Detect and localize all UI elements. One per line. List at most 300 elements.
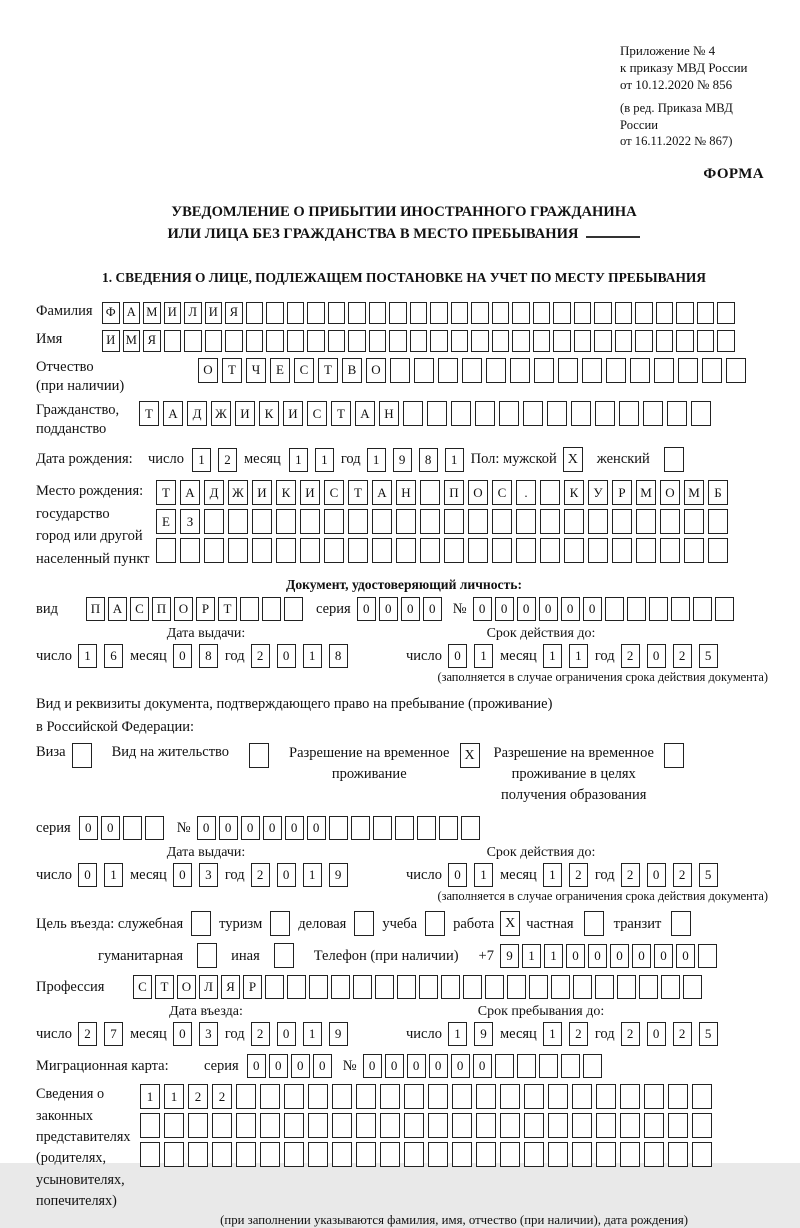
char-cell[interactable] xyxy=(396,509,416,534)
char-cell[interactable] xyxy=(573,975,592,999)
char-cell[interactable] xyxy=(369,330,387,352)
char-cell[interactable]: 1 xyxy=(543,644,562,668)
char-cell[interactable] xyxy=(492,538,512,563)
char-cell[interactable] xyxy=(461,816,480,840)
char-cell[interactable] xyxy=(389,330,407,352)
char-cell[interactable] xyxy=(676,302,694,324)
char-cell[interactable] xyxy=(300,538,320,563)
char-cell[interactable]: Л xyxy=(184,302,202,324)
char-cell[interactable]: Т xyxy=(222,358,242,383)
char-cell[interactable] xyxy=(188,1113,208,1138)
char-cell[interactable]: 2 xyxy=(251,863,270,887)
char-cell[interactable] xyxy=(588,509,608,534)
char-cell[interactable]: М xyxy=(123,330,141,352)
char-cell[interactable] xyxy=(547,401,567,426)
char-cell[interactable]: 0 xyxy=(263,816,282,840)
char-cell[interactable] xyxy=(140,1113,160,1138)
char-cell[interactable] xyxy=(156,538,176,563)
char-cell[interactable]: 1 xyxy=(448,1022,467,1046)
char-cell[interactable]: 0 xyxy=(495,597,514,621)
char-cell[interactable] xyxy=(430,302,448,324)
char-cell[interactable] xyxy=(140,1142,160,1167)
char-cell[interactable]: 0 xyxy=(448,644,467,668)
char-cell[interactable]: О xyxy=(366,358,386,383)
char-cell[interactable]: 9 xyxy=(329,863,348,887)
char-cell[interactable]: 0 xyxy=(277,644,296,668)
char-cell[interactable]: А xyxy=(163,401,183,426)
char-cell[interactable]: 0 xyxy=(269,1054,288,1078)
char-cell[interactable] xyxy=(539,1054,558,1078)
char-cell[interactable] xyxy=(380,1084,400,1109)
char-cell[interactable] xyxy=(693,597,712,621)
char-cell[interactable]: 0 xyxy=(429,1054,448,1078)
purpose-work-checkbox[interactable]: X xyxy=(500,911,520,936)
char-cell[interactable] xyxy=(691,401,711,426)
char-cell[interactable] xyxy=(702,358,722,383)
char-cell[interactable] xyxy=(558,358,578,383)
char-cell[interactable]: 1 xyxy=(543,1022,562,1046)
char-cell[interactable] xyxy=(324,509,344,534)
char-cell[interactable] xyxy=(717,302,735,324)
char-cell[interactable]: В xyxy=(342,358,362,383)
char-cell[interactable] xyxy=(444,538,464,563)
char-cell[interactable] xyxy=(205,330,223,352)
char-cell[interactable]: 0 xyxy=(173,644,192,668)
char-cell[interactable]: 1 xyxy=(164,1084,184,1109)
char-cell[interactable] xyxy=(417,816,436,840)
char-cell[interactable]: О xyxy=(468,480,488,505)
char-cell[interactable] xyxy=(588,538,608,563)
char-cell[interactable] xyxy=(204,538,224,563)
char-cell[interactable] xyxy=(595,975,614,999)
char-cell[interactable] xyxy=(348,302,366,324)
char-cell[interactable]: 2 xyxy=(621,1022,640,1046)
char-cell[interactable] xyxy=(644,1142,664,1167)
char-cell[interactable] xyxy=(684,538,704,563)
char-cell[interactable] xyxy=(492,302,510,324)
char-cell[interactable] xyxy=(486,358,506,383)
char-cell[interactable]: . xyxy=(516,480,536,505)
char-cell[interactable]: И xyxy=(300,480,320,505)
char-cell[interactable]: К xyxy=(564,480,584,505)
char-cell[interactable] xyxy=(236,1142,256,1167)
char-cell[interactable]: 0 xyxy=(379,597,398,621)
char-cell[interactable] xyxy=(348,509,368,534)
char-cell[interactable] xyxy=(697,330,715,352)
char-cell[interactable] xyxy=(500,1084,520,1109)
char-cell[interactable] xyxy=(438,358,458,383)
char-cell[interactable]: 0 xyxy=(241,816,260,840)
char-cell[interactable] xyxy=(564,538,584,563)
char-cell[interactable]: Д xyxy=(204,480,224,505)
char-cell[interactable] xyxy=(644,1084,664,1109)
char-cell[interactable]: З xyxy=(180,509,200,534)
char-cell[interactable]: 0 xyxy=(647,644,666,668)
char-cell[interactable] xyxy=(548,1084,568,1109)
char-cell[interactable]: 0 xyxy=(173,863,192,887)
char-cell[interactable] xyxy=(266,302,284,324)
purpose-private-checkbox[interactable] xyxy=(584,911,604,936)
char-cell[interactable] xyxy=(561,1054,580,1078)
char-cell[interactable] xyxy=(390,358,410,383)
char-cell[interactable] xyxy=(260,1142,280,1167)
char-cell[interactable]: 0 xyxy=(277,1022,296,1046)
char-cell[interactable] xyxy=(329,816,348,840)
char-cell[interactable]: 8 xyxy=(329,644,348,668)
char-cell[interactable] xyxy=(564,509,584,534)
char-cell[interactable] xyxy=(300,509,320,534)
char-cell[interactable]: Ф xyxy=(102,302,120,324)
char-cell[interactable]: 0 xyxy=(583,597,602,621)
char-cell[interactable]: 1 xyxy=(315,448,334,472)
char-cell[interactable] xyxy=(596,1113,616,1138)
char-cell[interactable] xyxy=(572,1113,592,1138)
char-cell[interactable]: Д xyxy=(187,401,207,426)
char-cell[interactable]: 0 xyxy=(423,597,442,621)
char-cell[interactable] xyxy=(389,302,407,324)
char-cell[interactable] xyxy=(516,538,536,563)
char-cell[interactable]: 1 xyxy=(303,1022,322,1046)
char-cell[interactable] xyxy=(726,358,746,383)
char-cell[interactable]: 1 xyxy=(78,644,97,668)
male-checkbox[interactable]: X xyxy=(563,447,583,472)
char-cell[interactable] xyxy=(656,302,674,324)
char-cell[interactable] xyxy=(512,330,530,352)
char-cell[interactable] xyxy=(606,358,626,383)
char-cell[interactable] xyxy=(180,538,200,563)
char-cell[interactable] xyxy=(534,358,554,383)
char-cell[interactable]: Т xyxy=(218,597,237,621)
char-cell[interactable]: 2 xyxy=(251,1022,270,1046)
char-cell[interactable] xyxy=(605,597,624,621)
char-cell[interactable] xyxy=(332,1113,352,1138)
char-cell[interactable]: И xyxy=(235,401,255,426)
char-cell[interactable] xyxy=(228,509,248,534)
char-cell[interactable] xyxy=(353,975,372,999)
char-cell[interactable] xyxy=(540,538,560,563)
char-cell[interactable] xyxy=(643,401,663,426)
char-cell[interactable]: 2 xyxy=(621,644,640,668)
char-cell[interactable] xyxy=(523,401,543,426)
char-cell[interactable]: 1 xyxy=(140,1084,160,1109)
char-cell[interactable]: 0 xyxy=(647,863,666,887)
char-cell[interactable]: 0 xyxy=(448,863,467,887)
char-cell[interactable]: 0 xyxy=(385,1054,404,1078)
char-cell[interactable] xyxy=(468,509,488,534)
purpose-service-checkbox[interactable] xyxy=(191,911,211,936)
char-cell[interactable] xyxy=(661,975,680,999)
char-cell[interactable] xyxy=(414,358,434,383)
char-cell[interactable]: 2 xyxy=(251,644,270,668)
char-cell[interactable] xyxy=(462,358,482,383)
char-cell[interactable]: П xyxy=(152,597,171,621)
char-cell[interactable] xyxy=(583,1054,602,1078)
char-cell[interactable] xyxy=(287,330,305,352)
char-cell[interactable]: 0 xyxy=(363,1054,382,1078)
char-cell[interactable]: 8 xyxy=(419,448,438,472)
char-cell[interactable] xyxy=(475,401,495,426)
char-cell[interactable]: 5 xyxy=(699,644,718,668)
char-cell[interactable] xyxy=(309,975,328,999)
char-cell[interactable]: 0 xyxy=(517,597,536,621)
char-cell[interactable] xyxy=(582,358,602,383)
char-cell[interactable]: 0 xyxy=(197,816,216,840)
char-cell[interactable]: А xyxy=(372,480,392,505)
char-cell[interactable] xyxy=(404,1113,424,1138)
char-cell[interactable]: А xyxy=(355,401,375,426)
char-cell[interactable] xyxy=(619,401,639,426)
char-cell[interactable] xyxy=(308,1084,328,1109)
char-cell[interactable] xyxy=(145,816,164,840)
char-cell[interactable] xyxy=(595,401,615,426)
char-cell[interactable]: 0 xyxy=(588,944,607,968)
char-cell[interactable]: Р xyxy=(612,480,632,505)
char-cell[interactable]: Т xyxy=(139,401,159,426)
char-cell[interactable]: 0 xyxy=(647,1022,666,1046)
char-cell[interactable]: 0 xyxy=(654,944,673,968)
char-cell[interactable]: Т xyxy=(156,480,176,505)
char-cell[interactable] xyxy=(698,944,717,968)
char-cell[interactable] xyxy=(332,1142,352,1167)
char-cell[interactable]: Ж xyxy=(228,480,248,505)
char-cell[interactable] xyxy=(529,975,548,999)
char-cell[interactable] xyxy=(683,975,702,999)
char-cell[interactable] xyxy=(252,538,272,563)
char-cell[interactable] xyxy=(717,330,735,352)
char-cell[interactable]: С xyxy=(324,480,344,505)
char-cell[interactable] xyxy=(596,1084,616,1109)
char-cell[interactable]: Т xyxy=(348,480,368,505)
char-cell[interactable] xyxy=(517,1054,536,1078)
char-cell[interactable]: 1 xyxy=(104,863,123,887)
char-cell[interactable]: М xyxy=(143,302,161,324)
char-cell[interactable]: 8 xyxy=(199,644,218,668)
char-cell[interactable]: С xyxy=(307,401,327,426)
char-cell[interactable]: О xyxy=(660,480,680,505)
char-cell[interactable] xyxy=(380,1113,400,1138)
char-cell[interactable] xyxy=(524,1084,544,1109)
char-cell[interactable] xyxy=(524,1142,544,1167)
char-cell[interactable] xyxy=(252,509,272,534)
char-cell[interactable] xyxy=(574,330,592,352)
char-cell[interactable] xyxy=(396,538,416,563)
char-cell[interactable] xyxy=(620,1113,640,1138)
char-cell[interactable]: И xyxy=(205,302,223,324)
char-cell[interactable]: К xyxy=(276,480,296,505)
char-cell[interactable]: 1 xyxy=(367,448,386,472)
char-cell[interactable]: 0 xyxy=(357,597,376,621)
char-cell[interactable] xyxy=(684,509,704,534)
char-cell[interactable] xyxy=(351,816,370,840)
char-cell[interactable]: 2 xyxy=(673,863,692,887)
char-cell[interactable] xyxy=(308,1142,328,1167)
char-cell[interactable] xyxy=(615,302,633,324)
char-cell[interactable] xyxy=(635,302,653,324)
char-cell[interactable]: М xyxy=(636,480,656,505)
char-cell[interactable] xyxy=(430,330,448,352)
char-cell[interactable] xyxy=(308,1113,328,1138)
char-cell[interactable] xyxy=(284,1084,304,1109)
char-cell[interactable] xyxy=(348,330,366,352)
char-cell[interactable] xyxy=(284,1113,304,1138)
char-cell[interactable]: Л xyxy=(199,975,218,999)
char-cell[interactable] xyxy=(471,302,489,324)
char-cell[interactable] xyxy=(451,401,471,426)
char-cell[interactable]: 0 xyxy=(539,597,558,621)
char-cell[interactable] xyxy=(574,302,592,324)
char-cell[interactable]: 1 xyxy=(445,448,464,472)
char-cell[interactable] xyxy=(492,330,510,352)
char-cell[interactable]: А xyxy=(123,302,141,324)
char-cell[interactable]: И xyxy=(252,480,272,505)
char-cell[interactable] xyxy=(332,1084,352,1109)
char-cell[interactable] xyxy=(212,1113,232,1138)
char-cell[interactable]: У xyxy=(588,480,608,505)
char-cell[interactable] xyxy=(260,1113,280,1138)
char-cell[interactable] xyxy=(692,1113,712,1138)
char-cell[interactable] xyxy=(228,538,248,563)
char-cell[interactable] xyxy=(533,302,551,324)
char-cell[interactable] xyxy=(284,597,303,621)
char-cell[interactable] xyxy=(441,975,460,999)
char-cell[interactable] xyxy=(492,509,512,534)
char-cell[interactable] xyxy=(495,1054,514,1078)
char-cell[interactable] xyxy=(265,975,284,999)
char-cell[interactable] xyxy=(620,1142,640,1167)
char-cell[interactable] xyxy=(260,1084,280,1109)
char-cell[interactable] xyxy=(627,597,646,621)
char-cell[interactable] xyxy=(439,816,458,840)
char-cell[interactable]: Я xyxy=(143,330,161,352)
char-cell[interactable] xyxy=(697,302,715,324)
char-cell[interactable]: 5 xyxy=(699,863,718,887)
char-cell[interactable] xyxy=(236,1113,256,1138)
char-cell[interactable] xyxy=(428,1084,448,1109)
char-cell[interactable]: С xyxy=(130,597,149,621)
char-cell[interactable]: О xyxy=(177,975,196,999)
char-cell[interactable] xyxy=(512,302,530,324)
char-cell[interactable] xyxy=(225,330,243,352)
char-cell[interactable] xyxy=(356,1084,376,1109)
char-cell[interactable]: 2 xyxy=(569,863,588,887)
char-cell[interactable]: 0 xyxy=(101,816,120,840)
char-cell[interactable]: И xyxy=(164,302,182,324)
char-cell[interactable] xyxy=(212,1142,232,1167)
char-cell[interactable] xyxy=(612,509,632,534)
char-cell[interactable] xyxy=(507,975,526,999)
char-cell[interactable] xyxy=(594,302,612,324)
char-cell[interactable] xyxy=(188,1142,208,1167)
char-cell[interactable]: П xyxy=(86,597,105,621)
char-cell[interactable] xyxy=(572,1084,592,1109)
char-cell[interactable]: 9 xyxy=(393,448,412,472)
char-cell[interactable] xyxy=(373,816,392,840)
char-cell[interactable]: П xyxy=(444,480,464,505)
char-cell[interactable]: 0 xyxy=(610,944,629,968)
char-cell[interactable]: 2 xyxy=(673,644,692,668)
char-cell[interactable] xyxy=(463,975,482,999)
char-cell[interactable] xyxy=(668,1142,688,1167)
char-cell[interactable] xyxy=(246,330,264,352)
char-cell[interactable]: Ж xyxy=(211,401,231,426)
char-cell[interactable] xyxy=(654,358,674,383)
char-cell[interactable] xyxy=(630,358,650,383)
char-cell[interactable]: 0 xyxy=(401,597,420,621)
char-cell[interactable] xyxy=(428,1142,448,1167)
char-cell[interactable] xyxy=(476,1084,496,1109)
char-cell[interactable]: 9 xyxy=(329,1022,348,1046)
char-cell[interactable]: 1 xyxy=(192,448,211,472)
char-cell[interactable]: С xyxy=(294,358,314,383)
char-cell[interactable]: С xyxy=(133,975,152,999)
char-cell[interactable]: И xyxy=(283,401,303,426)
char-cell[interactable]: 2 xyxy=(78,1022,97,1046)
char-cell[interactable] xyxy=(369,302,387,324)
char-cell[interactable]: 0 xyxy=(285,816,304,840)
char-cell[interactable] xyxy=(419,975,438,999)
purpose-study-checkbox[interactable] xyxy=(425,911,445,936)
char-cell[interactable] xyxy=(510,358,530,383)
char-cell[interactable] xyxy=(485,975,504,999)
char-cell[interactable]: 0 xyxy=(291,1054,310,1078)
char-cell[interactable]: 0 xyxy=(307,816,326,840)
char-cell[interactable] xyxy=(692,1142,712,1167)
char-cell[interactable] xyxy=(715,597,734,621)
char-cell[interactable]: О xyxy=(174,597,193,621)
char-cell[interactable] xyxy=(262,597,281,621)
char-cell[interactable] xyxy=(668,1113,688,1138)
char-cell[interactable]: 0 xyxy=(676,944,695,968)
char-cell[interactable]: 1 xyxy=(474,644,493,668)
char-cell[interactable] xyxy=(420,480,440,505)
char-cell[interactable] xyxy=(164,1142,184,1167)
char-cell[interactable] xyxy=(380,1142,400,1167)
char-cell[interactable] xyxy=(410,330,428,352)
char-cell[interactable]: 3 xyxy=(199,1022,218,1046)
char-cell[interactable] xyxy=(636,538,656,563)
char-cell[interactable] xyxy=(184,330,202,352)
char-cell[interactable] xyxy=(635,330,653,352)
char-cell[interactable] xyxy=(615,330,633,352)
char-cell[interactable]: Т xyxy=(318,358,338,383)
char-cell[interactable] xyxy=(404,1084,424,1109)
char-cell[interactable]: Е xyxy=(156,509,176,534)
char-cell[interactable]: 0 xyxy=(561,597,580,621)
char-cell[interactable]: 0 xyxy=(78,863,97,887)
char-cell[interactable]: 2 xyxy=(569,1022,588,1046)
char-cell[interactable]: 2 xyxy=(673,1022,692,1046)
char-cell[interactable] xyxy=(123,816,142,840)
char-cell[interactable] xyxy=(164,1113,184,1138)
char-cell[interactable]: 1 xyxy=(303,863,322,887)
char-cell[interactable]: 2 xyxy=(621,863,640,887)
char-cell[interactable] xyxy=(476,1142,496,1167)
char-cell[interactable] xyxy=(444,509,464,534)
char-cell[interactable] xyxy=(348,538,368,563)
char-cell[interactable] xyxy=(428,1113,448,1138)
char-cell[interactable] xyxy=(452,1142,472,1167)
char-cell[interactable] xyxy=(671,597,690,621)
purpose-tourism-checkbox[interactable] xyxy=(270,911,290,936)
char-cell[interactable]: 1 xyxy=(289,448,308,472)
char-cell[interactable] xyxy=(395,816,414,840)
char-cell[interactable]: 9 xyxy=(500,944,519,968)
char-cell[interactable]: 1 xyxy=(522,944,541,968)
char-cell[interactable] xyxy=(708,509,728,534)
char-cell[interactable]: 0 xyxy=(407,1054,426,1078)
char-cell[interactable]: А xyxy=(180,480,200,505)
char-cell[interactable]: 7 xyxy=(104,1022,123,1046)
